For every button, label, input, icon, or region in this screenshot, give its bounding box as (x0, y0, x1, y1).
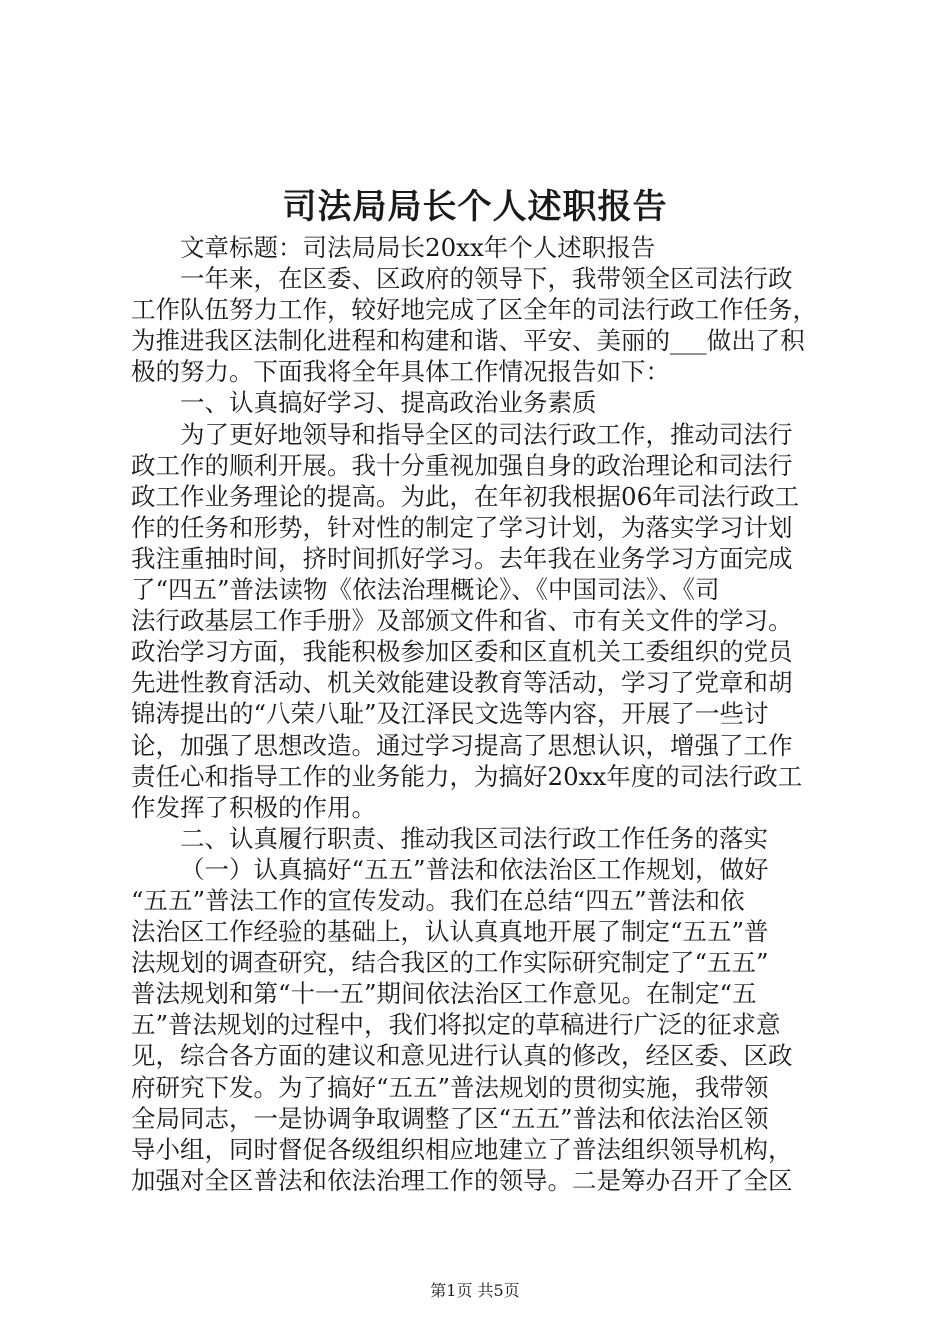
text-line: 一年来，在区委、区政府的领导下，我带领全区司法行政 (180, 264, 793, 294)
text-line: 论，加强了思想改造。通过学习提高了思想认识，增强了工作 (131, 730, 793, 760)
text-line: 法治区工作经验的基础上，认认真真地开展了制定“五五”普 (131, 917, 769, 947)
document-title: 司法局局长个人述职报告 (282, 187, 668, 227)
text-line: 政治学习方面，我能积极参加区委和区直机关工委组织的党员 (131, 637, 793, 667)
text-line: 二、认真履行职责、推动我区司法行政工作任务的落实 (180, 823, 768, 853)
text-line: 加强对全区普法和依法治理工作的领导。二是筹办召开了全区 (131, 1165, 793, 1195)
text-line: 锦涛提出的“八荣八耻”及江泽民文选等内容，开展了一些讨 (131, 699, 769, 729)
text-line: 见，综合各方面的建议和意见进行认真的修改，经区委、区政 (131, 1041, 793, 1071)
page-footer: 第1页 共5页 (430, 1281, 520, 1300)
text-line: 政工作业务理论的提高。为此，在年初我根据06年司法行政工 (131, 481, 800, 511)
text-line: 工作队伍努力工作，较好地完成了区全年的司法行政工作任务， (131, 295, 817, 325)
text-line: 作的任务和形势，针对性的制定了学习计划，为落实学习计划 (131, 512, 793, 542)
text-line: 导小组，同时督促各级组织相应地建立了普法组织领导机构， (131, 1134, 793, 1164)
text-line: 为推进我区法制化进程和构建和谐、平安、美丽的___做出了积 (131, 326, 805, 356)
text-line: 政工作的顺利开展。我十分重视加强自身的政治理论和司法行 (131, 450, 793, 480)
text-line: 我注重抽时间，挤时间抓好学习。去年我在业务学习方面完成 (131, 543, 793, 573)
text-line: 文章标题：司法局局长20xx年个人述职报告 (180, 233, 656, 262)
text-line: 府研究下发。为了搞好“五五”普法规划的贯彻实施，我带领 (131, 1072, 769, 1102)
text-line: 法行政基层工作手册》及部颁文件和省、市有关文件的学习。 (131, 606, 793, 636)
text-line: 极的努力。下面我将全年具体工作情况报告如下： (131, 357, 670, 387)
text-line: 为了更好地领导和指导全区的司法行政工作，推动司法行 (180, 419, 793, 449)
text-line: 全局同志，一是协调争取调整了区“五五”普法和依法治区领 (131, 1103, 769, 1133)
text-line: 作发挥了积极的作用。 (131, 792, 376, 822)
text-line: 普法规划和第“十一五”期间依法治区工作意见。在制定“五 (131, 979, 757, 1009)
document-body (131, 232, 831, 1196)
text-line: 法规划的调查研究，结合我区的工作实际研究制定了“五五” (131, 948, 769, 978)
text-line: 五”普法规划的过程中，我们将拟定的草稿进行广泛的征求意 (131, 1010, 781, 1040)
text-line: 先进性教育活动、机关效能建设教育等活动，学习了党章和胡 (131, 668, 793, 698)
text-line: 责任心和指导工作的业务能力，为搞好20xx年度的司法行政工 (131, 761, 803, 791)
text-line: 一、认真搞好学习、提高政治业务素质 (180, 388, 597, 418)
text-line: “五五”普法工作的宣传发动。我们在总结“四五”普法和依 (131, 885, 745, 915)
text-line: 了“四五”普法读物《依法治理概论》、《中国司法》、《司 (131, 575, 720, 605)
text-line: （一）认真搞好“五五”普法和依法治区工作规划，做好 (180, 854, 769, 884)
